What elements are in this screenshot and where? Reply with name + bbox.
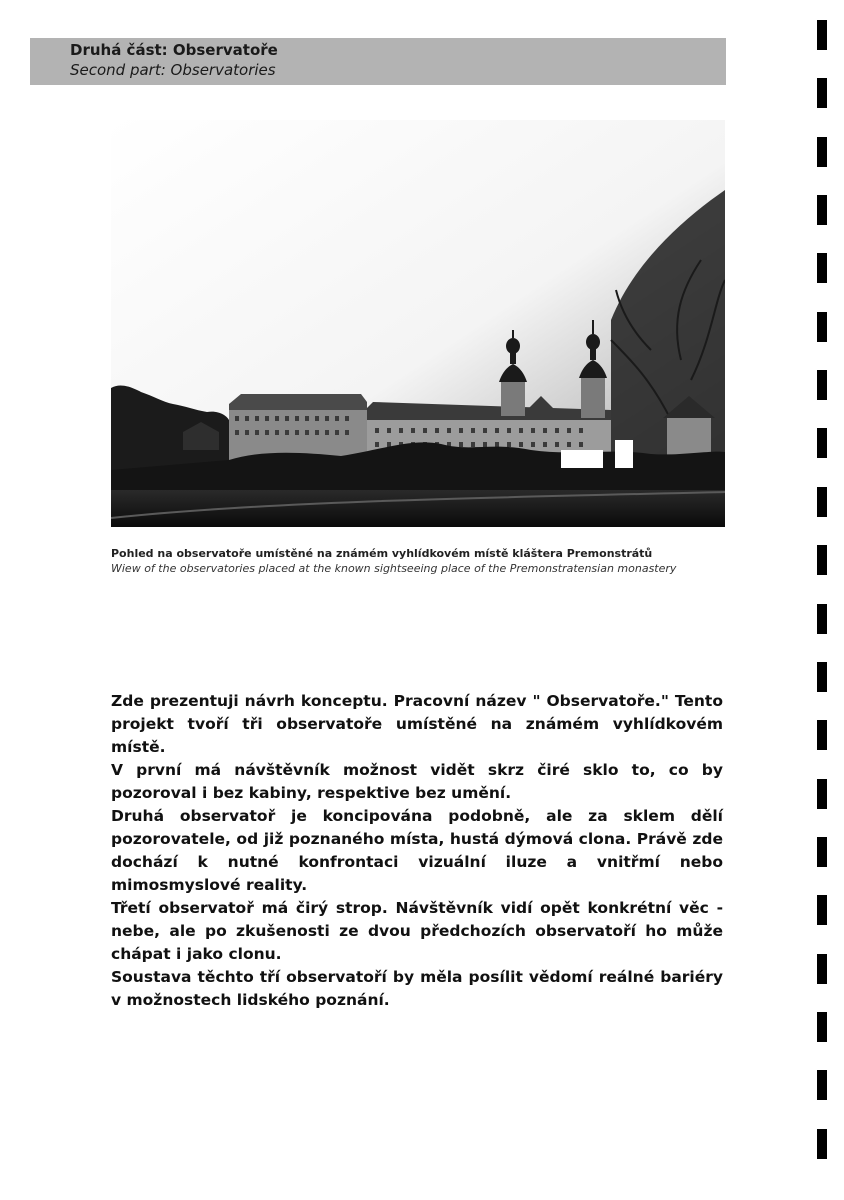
binding-hole (817, 195, 827, 225)
section-subtitle: Second part: Observatories (70, 61, 276, 79)
binding-hole (817, 253, 827, 283)
binding-hole (817, 720, 827, 750)
photo-caption-english: Wiew of the observatories placed at the known sightseeing place of the Premonstratensian monastery (111, 562, 677, 575)
binding-hole (817, 137, 827, 167)
body-paragraph-1: Zde prezentuji návrh konceptu. Pracovní název " Observatoře." Tento projekt tvoří tři observatoře umístěné na známém vyhlídkovém místě. (111, 692, 723, 756)
section-header (30, 38, 726, 85)
binding-hole (817, 604, 827, 634)
binding-hole (817, 779, 827, 809)
body-paragraph-5: Soustava těchto tří observatoří by měla posílit vědomí reálné bariéry v možnostech lidského poznání. (111, 968, 723, 1009)
binding-hole (817, 78, 827, 108)
body-paragraph-3: Druhá observatoř je koncipována podobně, ale za sklem dělí pozorovatele, od již poznaného místa, hustá dýmová clona. Právě zde dochází k nutné konfrontaci vizuální iluze a vnitřmí nebo mimosmyslové reality. (111, 807, 723, 894)
binding-hole (817, 837, 827, 867)
body-text (111, 690, 723, 1012)
binding-hole (817, 428, 827, 458)
binding-hole (817, 370, 827, 400)
binding-hole (817, 1129, 827, 1159)
binding-hole (817, 895, 827, 925)
body-paragraph-2: V první má návštěvník možnost vidět skrz čiré sklo to, co by pozoroval i bez kabiny, respektive bez umění. (111, 761, 723, 802)
binding-hole (817, 312, 827, 342)
binding-hole (817, 20, 827, 50)
photo-caption-czech: Pohled na observatoře umístěné na známém vyhlídkovém místě kláštera Premonstrátů (111, 547, 653, 560)
binding-hole (817, 662, 827, 692)
section-title: Druhá část: Observatoře (70, 41, 278, 59)
binding-hole (817, 1070, 827, 1100)
binding-hole (817, 954, 827, 984)
body-paragraph-4: Třetí observatoř má čirý strop. Návštěvník vidí opět konkrétní věc - nebe, ale po zkušenosti ze dvou předchozích observatoří ho může chápat i jako clonu. (111, 899, 723, 963)
binding-hole (817, 1012, 827, 1042)
binding-hole (817, 545, 827, 575)
monastery-photo (111, 120, 725, 527)
binding-hole (817, 487, 827, 517)
